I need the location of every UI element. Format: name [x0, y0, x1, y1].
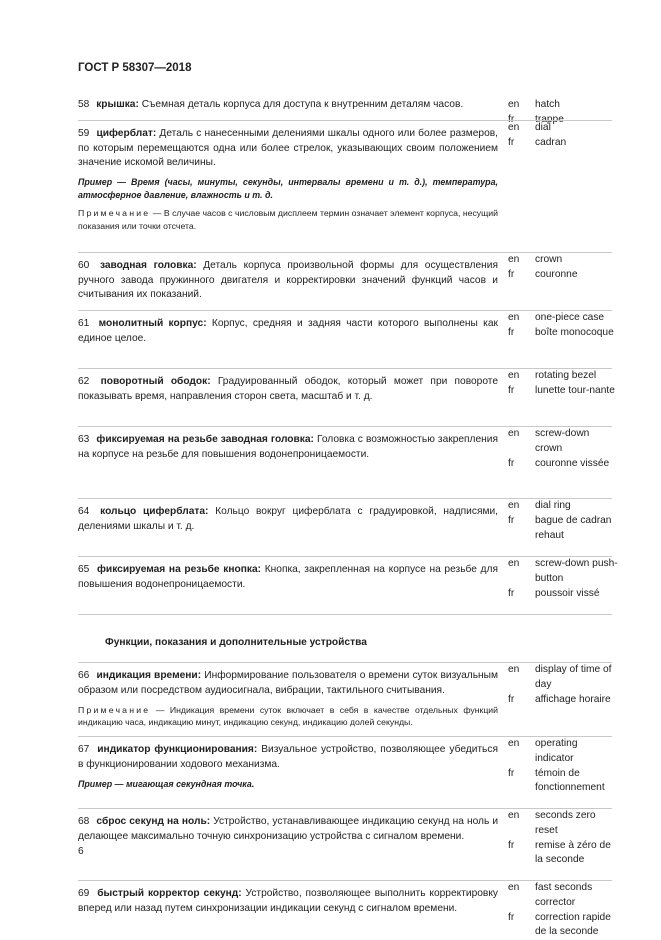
english-term: rotating bezel	[535, 370, 597, 382]
english-term: display of time of day	[535, 664, 612, 690]
term-definition: Визуальное устройство, позволяющее убедиться в функционировании ходового механизма.	[78, 743, 498, 770]
term-number: 59	[78, 127, 90, 139]
term-entry-58	[78, 98, 612, 125]
term-note	[78, 704, 498, 729]
translations: en crown fr couronne	[508, 253, 618, 283]
english-term: one-piece case	[535, 312, 605, 324]
term-definition: Кнопка, закрепленная на корпусе на резьбе для повышения водонепроницаемости.	[78, 564, 498, 590]
translations: en screw-down push-button fr poussoir vissé	[508, 557, 618, 601]
translations: en dial ring fr bague de cadran rehaut	[508, 499, 618, 543]
note-label: Примечание	[78, 704, 151, 715]
translations: en rotating bezel fr lunette tour-nante	[508, 369, 618, 399]
term-definition: Кольцо вокруг циферблата с градуировкой, надписями, делениями шкалы и т. д.	[78, 506, 498, 532]
term-entry-66	[78, 662, 612, 729]
english-term: hatch	[535, 99, 560, 110]
translations: en display of time of day fr affichage horaire	[508, 663, 618, 707]
term-entry-68	[78, 808, 612, 873]
term-number: 64	[78, 506, 90, 518]
term-entry-63	[78, 426, 612, 491]
translations: en screw-down crown fr couronne vissée	[508, 427, 618, 471]
note-body: — Индикация времени суток включает в себя в качестве отдельных функций индикацию часа, индикацию минут, индикацию секунд, индикацию долей секунды.	[78, 704, 498, 728]
term-number: 58	[78, 99, 90, 110]
term-number: 66	[78, 670, 90, 682]
term-definition: Устройство, позволяющее выполнить корректировку вперед или назад путем синхронизации индикации секунд с сигналом времени.	[78, 887, 498, 914]
french-term: cadran	[535, 136, 567, 148]
term-entry-64	[78, 498, 612, 549]
term-example: Пример — мигающая секундная точка.	[78, 778, 255, 789]
term-name: сброс секунд на ноль:	[96, 815, 211, 827]
term-definition: Съемная деталь корпуса для доступа к внутренним деталям часов.	[141, 99, 464, 110]
translations: en seconds zero reset fr remise à zéro de la seconde	[508, 809, 618, 868]
section-title: Функции, показания и дополнительные устройства	[105, 637, 367, 649]
english-term: fast seconds corrector	[535, 881, 593, 908]
english-term: screw-down push-button	[535, 558, 618, 584]
french-term: bague de cadran rehaut	[535, 514, 612, 541]
term-name: заводная головка:	[99, 259, 197, 271]
term-name: индикация времени:	[96, 670, 202, 682]
term-definition: Головка с возможностью закрепления на корпусе на резьбе для повышения водонепроницаемости.	[78, 434, 498, 460]
term-entry-69	[78, 880, 612, 938]
term-definition: Градуированный ободок, который может при повороте показывать время, направления сторон света, масштаб и т. д.	[78, 376, 498, 402]
french-term: couronne	[535, 268, 578, 280]
term-entry-61	[78, 310, 612, 361]
note-body: — В случае часов с числовым дисплеем термин означает элемент корпуса, несущий показания или точки отсчета.	[78, 208, 498, 231]
term-entries	[78, 98, 618, 938]
term-name: циферблат:	[96, 127, 157, 139]
term-name: монолитный корпус:	[98, 318, 207, 330]
french-term: boîte monocoque	[535, 326, 614, 338]
term-definition: Информирование пользователя о времени суток визуальным образом или посредством аудиосигнала, вибрации, тактильного считывания.	[78, 670, 498, 696]
english-term: operating indicator	[535, 737, 578, 764]
term-name: кольцо циферблата:	[100, 506, 209, 518]
term-example: Пример — Время (часы, минуты, секунды, интервалы времени и т. д.), температура, атмосферное давление, влажность и т. д.	[78, 177, 498, 201]
term-entry-59	[78, 120, 612, 245]
term-number: 67	[78, 743, 90, 755]
term-number: 68	[78, 815, 90, 827]
term-name: индикатор функционирования:	[97, 743, 258, 755]
french-term: affichage horaire	[535, 693, 611, 705]
term-name: фиксируемая на резьбе кнопка:	[97, 564, 262, 576]
translations: en one-piece case fr boîte monocoque	[508, 311, 618, 341]
french-term: remise à zéro de la seconde	[535, 839, 611, 866]
translations: en fast seconds corrector fr correction rapide de la seconde	[508, 881, 618, 940]
term-definition: Корпус, средняя и задняя части которого выполнены как единое целое.	[78, 318, 498, 344]
english-term: crown	[535, 253, 563, 265]
term-note	[78, 207, 498, 232]
translations: en operating indicator fr témoin de fonctionnement	[508, 737, 618, 796]
term-number: 63	[78, 434, 90, 446]
term-number: 62	[78, 376, 90, 388]
english-term: screw-down crown	[535, 428, 590, 454]
term-name: быстрый корректор секунд:	[97, 887, 242, 899]
term-name: поворотный ободок:	[100, 376, 211, 388]
page-number: 6	[78, 846, 84, 857]
note-label: Примечание	[78, 208, 151, 219]
term-number: 60	[78, 259, 90, 271]
term-entry-65	[78, 556, 618, 607]
french-term: témoin de fonctionnement	[535, 767, 605, 794]
term-entry-62	[78, 368, 615, 419]
french-term: trappe	[535, 113, 564, 125]
french-term: lunette tour-nante	[535, 384, 615, 396]
english-term: dial	[535, 121, 551, 133]
french-term: correction rapide de la seconde	[535, 911, 611, 938]
english-term: dial ring	[535, 500, 571, 512]
term-definition: Устройство, устанавливающее индикацию секунд на ноль и делающее максимально точную синхронизацию устройства с сигналом времени.	[78, 815, 499, 842]
term-definition: Деталь с нанесенными делениями шкалы одного или более размеров, по которым перемещаются одна или более стрелок, указывающих своим положением значение искомой величины.	[78, 127, 498, 169]
term-number: 65	[78, 564, 90, 576]
french-term: poussoir vissé	[535, 587, 600, 599]
translations: en dial fr cadran	[508, 121, 618, 151]
term-name: крышка:	[96, 99, 139, 110]
translations: en hatch fr trappe	[508, 98, 618, 128]
term-name: фиксируемая на резьбе заводная головка:	[96, 434, 314, 446]
term-entry-60	[78, 252, 612, 303]
term-definition: Деталь корпуса произвольной формы для осуществления ручного завода пружинного двигателя и корректировки значений функций часов и считывания их показаний.	[78, 259, 498, 301]
english-term: seconds zero reset	[535, 809, 596, 836]
french-term: couronne vissée	[535, 457, 610, 469]
term-number: 61	[78, 318, 90, 330]
term-number: 69	[78, 887, 90, 899]
term-entry-67	[78, 736, 612, 801]
document-header: ГОСТ Р 58307—2018	[78, 62, 192, 74]
